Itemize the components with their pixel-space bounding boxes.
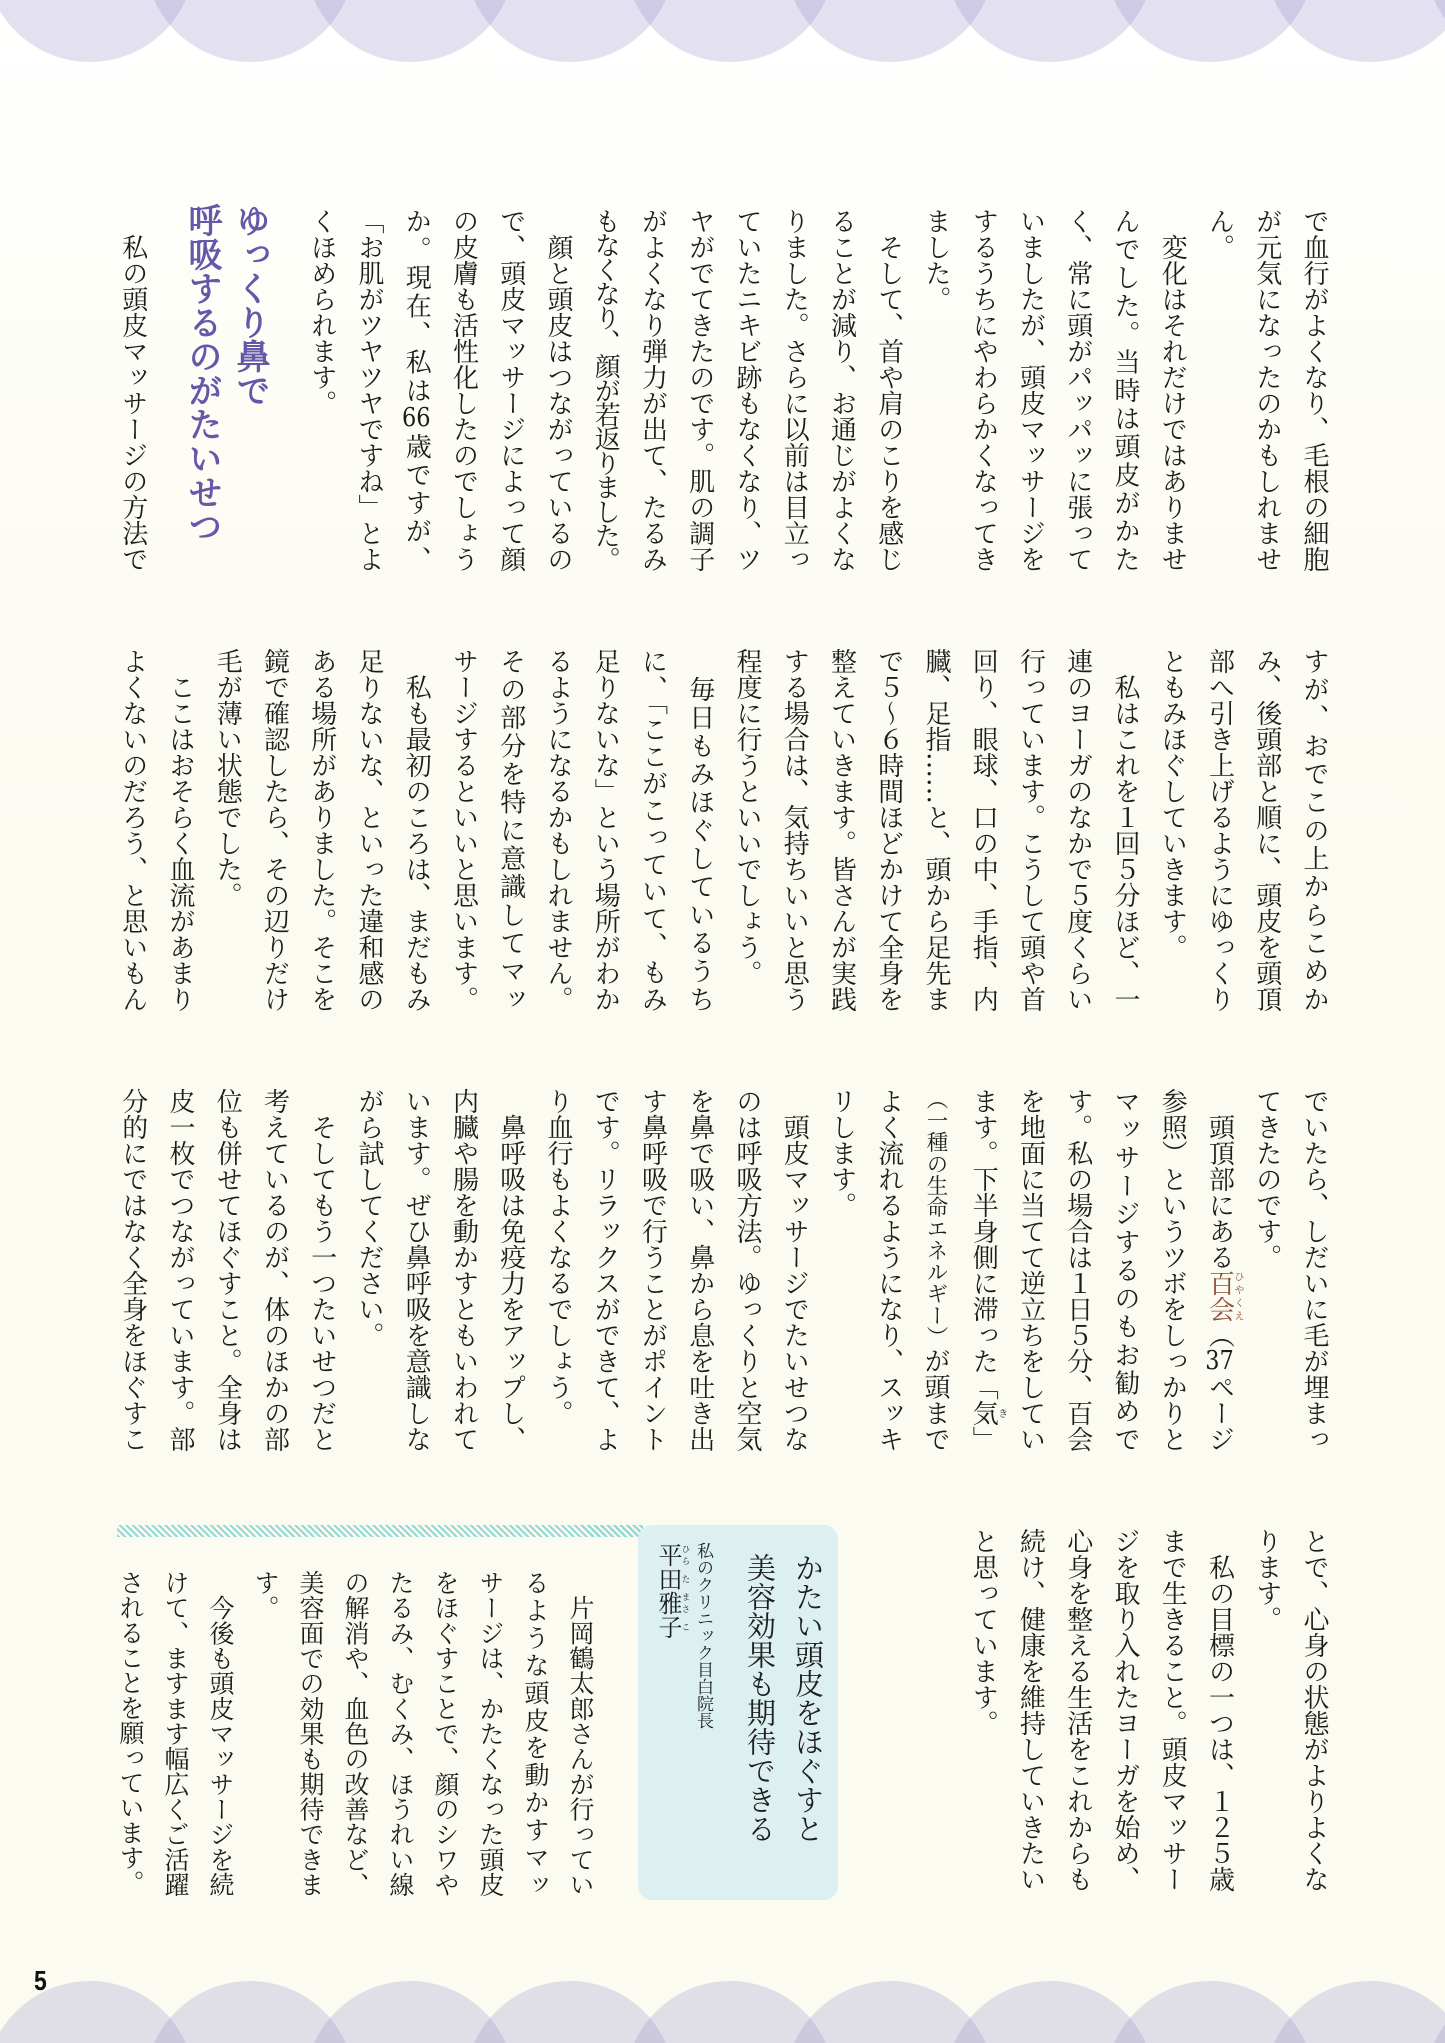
text-line: 鼻呼吸は免疫力をアップし、 <box>495 1088 526 1452</box>
text-line: ヤがでてきたのです。肌の調子 <box>684 208 715 572</box>
sidebar-heading-line: 美容効果も期待できる <box>743 1553 777 1843</box>
text-segment: ページ <box>1204 1374 1235 1452</box>
text-line: で血行がよくなり、毛根の細胞 <box>1299 208 1329 572</box>
text-line: を地面に当てて逆立ちをしてい <box>1015 1088 1046 1452</box>
term-base: 百会 <box>1204 1270 1235 1322</box>
text-line: に、「ここがこっていて、もみ <box>637 648 668 1012</box>
text-line: のは呼吸方法。ゆっくりと空気 <box>732 1088 762 1452</box>
term-reading: き <box>995 1400 1007 1426</box>
text-line: く、常に頭がパッパッに張って <box>1062 208 1093 572</box>
text-line: ていたニキビ跡もなくなり、ツ <box>732 208 762 572</box>
text-line: り血行もよくなるでしょう。 <box>543 1088 573 1426</box>
text-line: マッサージするのもお勧めで <box>1110 1088 1140 1452</box>
text-line: たるみ、むくみ、ほうれい線 <box>386 1570 415 1897</box>
name-char: 雅 <box>654 1591 682 1615</box>
parenthetical-note: （一種の生命エネルギー） <box>923 1088 948 1348</box>
ki-term <box>968 1400 1007 1426</box>
text-line: いましたが、頭皮マッサージを <box>1015 208 1046 572</box>
page-reference-number: 37 <box>1205 1348 1234 1374</box>
text-line <box>392 208 439 572</box>
text-line: 部へ引き上げるようにゆっくり <box>1204 648 1235 1012</box>
text-line: ある場所がありました。そこを <box>306 648 337 1012</box>
text-line: ました。 <box>921 208 951 312</box>
text-line: すが、おでこの上からこめか <box>1299 648 1329 1012</box>
text-line: の解消や、血色の改善など、 <box>341 1570 370 1897</box>
text-line <box>959 1088 1006 1452</box>
sidebar-stripe-divider <box>117 1525 643 1537</box>
text-line: 行っています。こうして頭や首 <box>1015 648 1046 1012</box>
text-line: その部分を特に意識してマッ <box>495 648 526 1012</box>
text-line: 臓、足指……と、頭から足先ま <box>921 648 951 1012</box>
text-line: ここはおそらく血流があまり <box>165 648 195 1012</box>
text-line: 足りないな、といった違和感の <box>354 648 384 1012</box>
name-char: 田 <box>654 1567 682 1591</box>
sidebar-title-box <box>638 1525 838 1900</box>
text-line: がら試してください。 <box>354 1088 384 1348</box>
term-base: 気 <box>968 1400 999 1426</box>
text-line: するうちにやわらかくなってき <box>968 208 999 572</box>
text-line: をほぐすことで、顔のシワや <box>431 1570 460 1897</box>
name-reading: こ <box>680 1615 690 1639</box>
text-segment: か。現在、私は <box>401 208 432 406</box>
text-line: み、後頭部と順に、頭皮を頭頂 <box>1251 648 1282 1012</box>
text-line: サージするといいと思います。 <box>448 648 479 1012</box>
sidebar-body <box>108 1570 603 1897</box>
text-line: もなくなり、顔が若返りました。 <box>590 208 621 572</box>
paren-open: （ <box>1204 1322 1235 1348</box>
page-number: 5 <box>34 1965 47 1996</box>
text-line: 片岡鶴太郎さんが行ってい <box>566 1570 595 1897</box>
text-line: 内臓や腸を動かすともいわれて <box>448 1088 479 1452</box>
text-line: で５〜６時間ほどかけて全身を <box>873 648 904 1012</box>
scallop-row-bottom <box>0 1981 1445 2043</box>
text-line: がよくなり弾力が出て、たるみ <box>637 208 668 572</box>
text-line: ジを取り入れたヨーガを始め、 <box>1110 1528 1140 1892</box>
text-line: 私も最初のころは、まだもみ <box>401 648 432 1012</box>
age-number: 66 <box>401 405 431 432</box>
text-line: けて、ますます幅広くご活躍 <box>161 1570 190 1897</box>
author-name-ruby <box>654 1543 690 1639</box>
text-line: 毛が薄い状態でした。 <box>212 648 243 908</box>
article-tier-top <box>109 203 1338 572</box>
name-char: 子 <box>654 1615 682 1639</box>
text-line: 毎日もみほぐしているうち <box>684 648 715 1012</box>
text-line: サージは、かたくなった頭皮 <box>476 1570 505 1897</box>
text-line: 頭皮マッサージでたいせつな <box>779 1088 810 1452</box>
author-title: 私のクリニック目白院長 <box>693 1542 713 1729</box>
text-line: 私の頭皮マッサージの方法で <box>117 208 148 572</box>
text-line: 参照）というツボをしっかりと <box>1157 1088 1188 1452</box>
text-line: 変化はそれだけではありませ <box>1157 208 1188 572</box>
text-line: 程度に行うといいでしょう。 <box>732 648 762 986</box>
text-line: くほめられます。 <box>306 208 337 416</box>
text-segment: 頭頂部にある <box>1204 1088 1235 1270</box>
text-line: 考えているのが、体のほかの部 <box>259 1088 290 1452</box>
text-line: 足りないな」という場所がわか <box>590 648 621 1012</box>
text-line: 美容面での効果も期待できま <box>296 1570 325 1897</box>
text-segment: が頭まで <box>920 1347 950 1453</box>
text-line: を鼻で吸い、鼻から息を吐き出 <box>684 1088 715 1452</box>
name-char: 平 <box>654 1543 682 1567</box>
text-segment: 歳ですが、 <box>401 433 432 572</box>
text-line: す鼻呼吸で行うことがポイント <box>637 1088 668 1452</box>
text-line: す。私の場合は１日５分、百会 <box>1062 1088 1093 1452</box>
sidebar-heading-line: かたい頭皮をほぐすと <box>791 1553 825 1843</box>
author-name <box>646 1543 690 1639</box>
text-line: まで生きること。頭皮マッサー <box>1157 1528 1188 1892</box>
text-line: るような頭皮を動かすマッ <box>521 1570 550 1897</box>
text-line: 「お肌がツヤツヤですね」とよ <box>354 208 384 572</box>
text-line: が元気になったのかもしれませ <box>1251 208 1282 572</box>
section-heading-line: 呼吸するのがたいせつ <box>182 203 222 543</box>
text-line: ともみほぐしていきます。 <box>1157 648 1188 960</box>
text-line: 今後も頭皮マッサージを続 <box>206 1570 235 1897</box>
text-line: 私の目標の一つは、１２５歳 <box>1204 1528 1235 1892</box>
text-line: てきたのです。 <box>1251 1088 1282 1270</box>
article-tier-last <box>959 1528 1337 1892</box>
text-line <box>1195 1088 1242 1452</box>
text-line: います。ぜひ鼻呼吸を意識しな <box>401 1088 432 1452</box>
text-line: とで、心身の状態がよりよくな <box>1299 1528 1329 1892</box>
text-line: の皮膚も活性化したのでしょう <box>448 208 479 572</box>
text-line <box>912 1088 959 1452</box>
section-heading <box>156 203 298 567</box>
text-line: 連のヨーガのなかで５度くらい <box>1062 648 1093 1012</box>
text-line: よくないのだろう、と思いもん <box>117 648 148 1012</box>
text-line: ります。 <box>1251 1528 1282 1632</box>
text-line: よく流れるようになり、スッキ <box>873 1088 904 1452</box>
text-line: んでした。当時は頭皮がかた <box>1110 208 1140 572</box>
text-line: そしてもう一つたいせつだと <box>306 1088 337 1452</box>
text-line: でいたら、しだいに毛が埋まっ <box>1299 1088 1329 1452</box>
text-line: るようになるかもしれません。 <box>543 648 573 1012</box>
text-line: そして、首や肩のこりを感じ <box>873 208 904 572</box>
text-line: ることが減り、お通じがよくな <box>826 208 857 572</box>
text-line: ん。 <box>1204 208 1235 260</box>
name-reading: た <box>680 1567 690 1591</box>
text-line: 私はこれを１回５分ほど、一 <box>1110 648 1140 1012</box>
text-line: 分的にではなく全身をほぐすこ <box>117 1088 148 1452</box>
name-reading: まさ <box>680 1591 690 1615</box>
text-line: されることを願っています。 <box>116 1570 145 1895</box>
section-heading-line: ゆっくり鼻で <box>230 203 270 407</box>
article-tier-bottom <box>109 1088 1338 1452</box>
text-segment: 」 <box>968 1426 999 1452</box>
text-line: 鏡で確認したら、その辺りだけ <box>259 648 290 1012</box>
text-line: 位も併せてほぐすこと。全身は <box>212 1088 243 1452</box>
text-line: 整えていきます。皆さんが実践 <box>826 648 857 1012</box>
text-line: 皮一枚でつながっています。部 <box>165 1088 195 1452</box>
acupoint-term <box>1204 1270 1243 1322</box>
text-line: りました。さらに以前は目立っ <box>779 208 810 572</box>
text-line: す。 <box>251 1570 280 1620</box>
text-line: する場合は、気持ちいいと思う <box>779 648 810 1012</box>
text-segment: ます。下半身側に滞った「 <box>968 1088 999 1400</box>
text-line: 顔と頭皮はつながっているの <box>543 208 573 572</box>
term-reading: ひやくえ <box>1232 1270 1243 1322</box>
text-line: リします。 <box>826 1088 857 1218</box>
text-line: です。リラックスができて、よ <box>590 1088 621 1452</box>
scallop-row-top <box>0 0 1445 62</box>
text-line: 心身を整える生活をこれからも <box>1062 1528 1093 1892</box>
text-line: で、頭皮マッサージによって顔 <box>495 208 526 572</box>
sidebar-heading <box>736 1553 832 1843</box>
text-line: と思っています。 <box>968 1528 999 1736</box>
text-line: 続け、健康を維持していきたい <box>1015 1528 1046 1892</box>
name-reading: ひら <box>680 1543 690 1567</box>
article-tier-middle <box>109 648 1338 1012</box>
text-line: 回り、眼球、口の中、手指、内 <box>968 648 999 1012</box>
